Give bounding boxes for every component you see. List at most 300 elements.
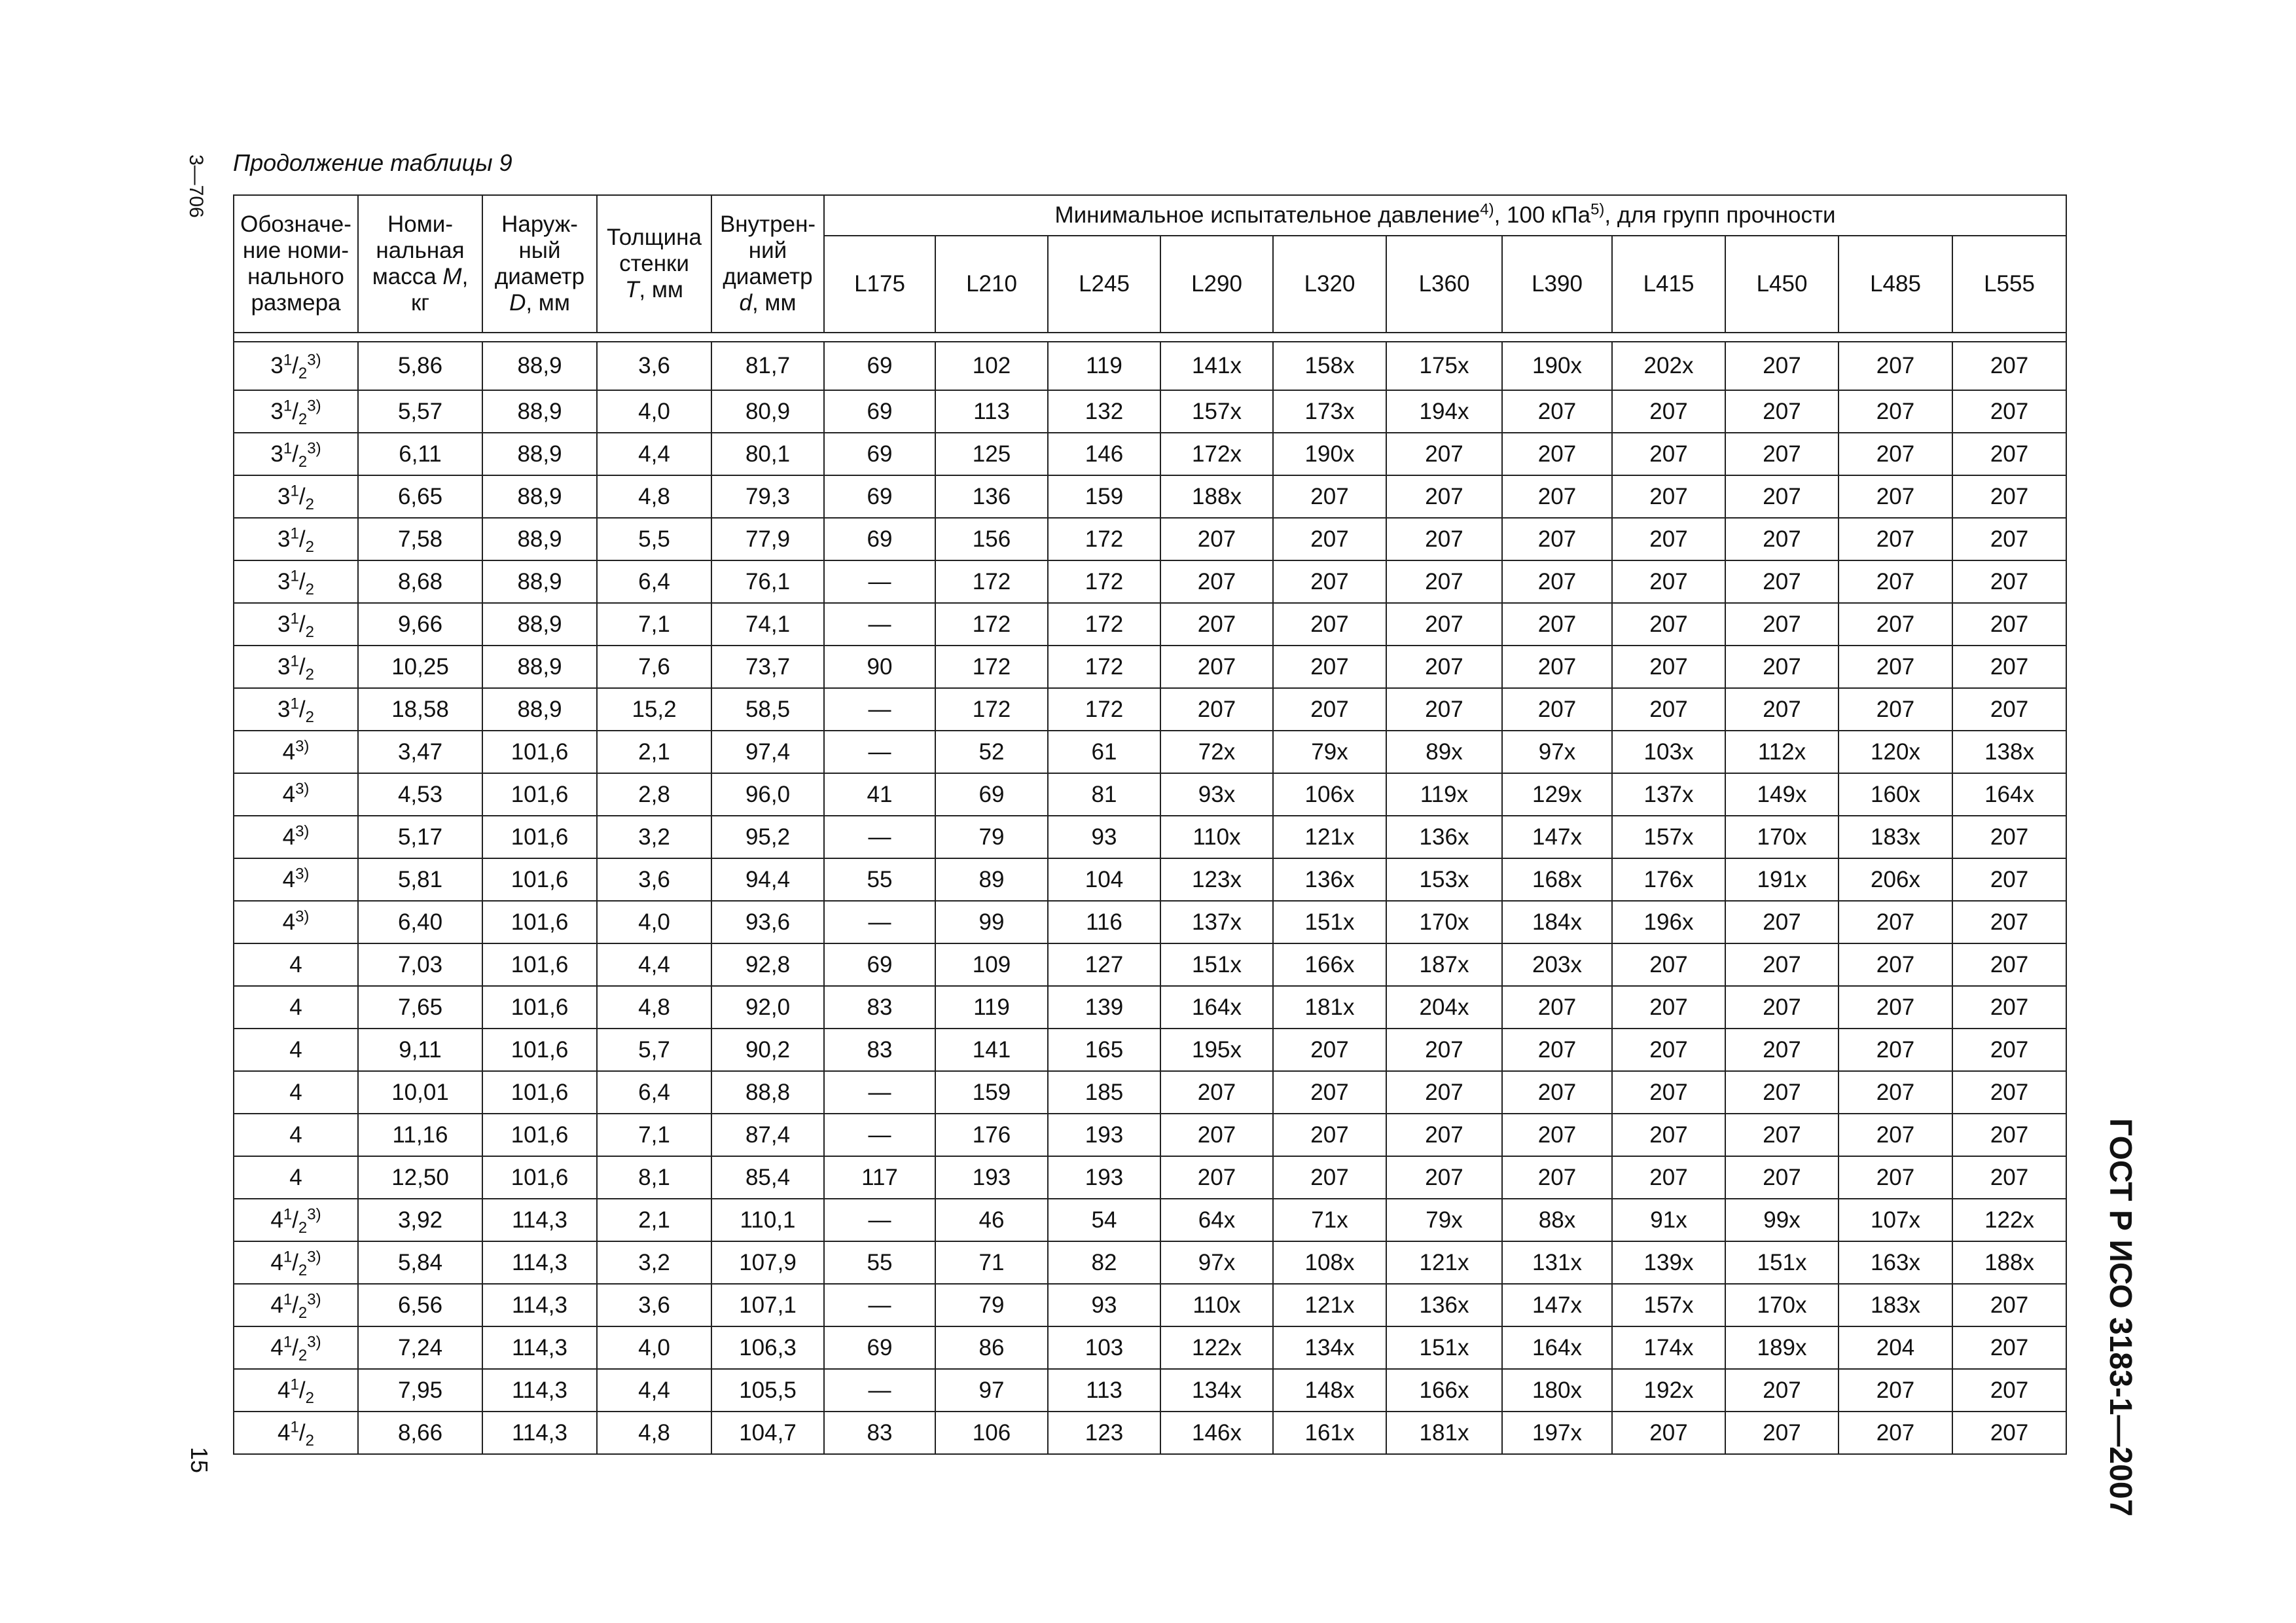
document-code: ГОСТ Р ИСО 3183-1—2007 (2103, 1118, 2138, 1517)
pressure-cell: 113 (1048, 1369, 1160, 1412)
pressure-cell: 83 (824, 986, 935, 1029)
nominal-size-cell: 4 (234, 1114, 358, 1156)
pressure-cell: 146 (1048, 433, 1160, 475)
pressure-cell: 172 (1048, 518, 1160, 560)
pressure-cell: 158x (1273, 342, 1386, 390)
pressure-cell: 79 (935, 1284, 1048, 1326)
cell-d: 114,3 (482, 1412, 597, 1454)
cell-t: 3,6 (597, 858, 711, 901)
pressure-cell: 207 (1386, 560, 1502, 603)
pressure-cell: 54 (1048, 1199, 1160, 1241)
pressure-cell: 119 (935, 986, 1048, 1029)
pressure-cell: 207 (1386, 518, 1502, 560)
pressure-cell: 106 (935, 1412, 1048, 1454)
pressure-cell: 106x (1273, 773, 1386, 816)
pressure-cell: 207 (1273, 1156, 1386, 1199)
pressure-cell: 207 (1160, 1114, 1273, 1156)
pressure-cell: 207 (1952, 858, 2066, 901)
nominal-size-cell: 4$^{3)}$ (234, 901, 358, 943)
cell-mass: 7,65 (358, 986, 482, 1029)
pressure-cell: 207 (1386, 1071, 1502, 1114)
cell-t: 4,4 (597, 1369, 711, 1412)
cell-d: 101,6 (482, 901, 597, 943)
pressure-cell: 166x (1386, 1369, 1502, 1412)
pressure-cell: 207 (1612, 986, 1725, 1029)
pressure-cell: 165 (1048, 1029, 1160, 1071)
cell-mass: 8,68 (358, 560, 482, 603)
pressure-cell: 176x (1612, 858, 1725, 901)
table-row (234, 1284, 2066, 1326)
pressure-cell: 207 (1386, 688, 1502, 731)
pressure-cell: 141 (935, 1029, 1048, 1071)
pressure-cell: — (824, 603, 935, 646)
pressure-cell: 207 (1725, 1114, 1839, 1156)
pressure-cell: 61 (1048, 731, 1160, 773)
pressure-cell: 207 (1160, 518, 1273, 560)
header-mass: Номи- нальная масса M, кг (358, 195, 482, 333)
cell-d: 101,6 (482, 943, 597, 986)
pressure-cell: 136 (935, 475, 1048, 518)
pressure-cell: 168x (1502, 858, 1612, 901)
table-row (234, 603, 2066, 646)
pressure-cell: 97x (1160, 1241, 1273, 1284)
pressure-cell: 81 (1048, 773, 1160, 816)
pressure-cell: 69 (824, 1326, 935, 1369)
table-row (234, 858, 2066, 901)
pressure-cell: 207 (1952, 688, 2066, 731)
pressure-cell: 207 (1160, 1071, 1273, 1114)
pressure-cell: 71 (935, 1241, 1048, 1284)
table-row (234, 518, 2066, 560)
cell-t: 3,2 (597, 1241, 711, 1284)
cell-mass: 9,11 (358, 1029, 482, 1071)
pressure-cell: 136x (1273, 858, 1386, 901)
cell-t: 5,7 (597, 1029, 711, 1071)
pressure-cell: 103x (1612, 731, 1725, 773)
pressure-cell: 153x (1386, 858, 1502, 901)
cell-d: 90,2 (711, 1029, 824, 1071)
pressure-cell: 127 (1048, 943, 1160, 986)
pressure-cell: 180x (1502, 1369, 1612, 1412)
header-size: Обозначе- ние номи- нального размера (234, 195, 358, 333)
cell-d: 77,9 (711, 518, 824, 560)
pressure-cell: 207 (1725, 1156, 1839, 1199)
pressure-cell: — (824, 1071, 935, 1114)
pressure-cell: 195x (1160, 1029, 1273, 1071)
pressure-cell: 156 (935, 518, 1048, 560)
pressure-cell: 99x (1725, 1199, 1839, 1241)
pressure-cell: 151x (1273, 901, 1386, 943)
nominal-size-cell: 4$^{3)}$ (234, 731, 358, 773)
cell-d: 79,3 (711, 475, 824, 518)
pressure-cell: 206x (1839, 858, 1952, 901)
cell-d: 94,4 (711, 858, 824, 901)
pressure-cell: 172 (1048, 560, 1160, 603)
pressure-cell: 207 (1952, 518, 2066, 560)
table-row (234, 901, 2066, 943)
table-row (234, 1156, 2066, 1199)
pressure-cell: 207 (1612, 1412, 1725, 1454)
table-row (234, 1241, 2066, 1284)
table-row (234, 986, 2066, 1029)
cell-d: 97,4 (711, 731, 824, 773)
pressure-cell: 134x (1160, 1369, 1273, 1412)
table-row (234, 1326, 2066, 1369)
pressure-cell: 69 (824, 518, 935, 560)
table-row (234, 943, 2066, 986)
header-grade-l245: L245 (1048, 236, 1160, 333)
header-grade-l390: L390 (1502, 236, 1612, 333)
pressure-cell: 46 (935, 1199, 1048, 1241)
pressure-cell: 207 (1839, 518, 1952, 560)
cell-t: 4,8 (597, 986, 711, 1029)
pressure-cell: 166x (1273, 943, 1386, 986)
pressure-cell: 207 (1273, 518, 1386, 560)
pressure-cell: 207 (1839, 1156, 1952, 1199)
pressure-cell: 207 (1839, 986, 1952, 1029)
pressure-cell: 120x (1839, 731, 1952, 773)
pressure-cell: 207 (1612, 390, 1725, 433)
pressure-cell: 187x (1386, 943, 1502, 986)
pressure-cell: 184x (1502, 901, 1612, 943)
header-test-pressure: Минимальное испытательное давление$^{4)}$, 100 кПа$^{5)}$, для групп прочности (824, 195, 2066, 236)
cell-t: 4,0 (597, 390, 711, 433)
pressure-cell: 207 (1273, 1114, 1386, 1156)
cell-d: 101,6 (482, 1071, 597, 1114)
header-grade-l320: L320 (1273, 236, 1386, 333)
pressure-cell: 172 (935, 646, 1048, 688)
pressure-cell: 207 (1612, 560, 1725, 603)
pressure-cell: 136x (1386, 1284, 1502, 1326)
nominal-size-cell: $4^1/_2$ (234, 1369, 358, 1412)
pressure-cell: 159 (1048, 475, 1160, 518)
header-separator (234, 333, 2066, 342)
pressure-cell: 193 (1048, 1156, 1160, 1199)
cell-d: 114,3 (482, 1199, 597, 1241)
pressure-cell: 147x (1502, 1284, 1612, 1326)
cell-t: 3,2 (597, 816, 711, 858)
pressure-cell: 207 (1839, 901, 1952, 943)
pressure-cell: 97 (935, 1369, 1048, 1412)
pressure-cell: 185 (1048, 1071, 1160, 1114)
pressure-cell: 102 (935, 342, 1048, 390)
pressure-cell: 207 (1952, 943, 2066, 986)
pressure-cell: 207 (1839, 1369, 1952, 1412)
cell-d: 76,1 (711, 560, 824, 603)
cell-t: 4,0 (597, 1326, 711, 1369)
pressure-cell: 207 (1839, 603, 1952, 646)
cell-mass: 8,66 (358, 1412, 482, 1454)
pressure-cell: 207 (1839, 560, 1952, 603)
pressure-cell: 207 (1386, 475, 1502, 518)
pressure-cell: 157x (1612, 1284, 1725, 1326)
pressure-cell: 137x (1160, 901, 1273, 943)
side-code: 3—706 (185, 155, 207, 218)
cell-d: 88,9 (482, 688, 597, 731)
pressure-cell: 190x (1502, 342, 1612, 390)
pressure-cell: 207 (1725, 1029, 1839, 1071)
table-row (234, 1199, 2066, 1241)
pressure-cell: 207 (1612, 1071, 1725, 1114)
pressure-cell: 188x (1160, 475, 1273, 518)
cell-mass: 6,56 (358, 1284, 482, 1326)
cell-mass: 5,81 (358, 858, 482, 901)
pressure-cell: 207 (1952, 475, 2066, 518)
pressure-cell: 207 (1952, 390, 2066, 433)
pressure-cell: 83 (824, 1412, 935, 1454)
pressure-cell: 207 (1952, 560, 2066, 603)
header-grade-l290: L290 (1160, 236, 1273, 333)
cell-mass: 7,95 (358, 1369, 482, 1412)
pressure-cell: 172 (1048, 688, 1160, 731)
pressure-cell: 69 (824, 342, 935, 390)
pressure-cell: 69 (824, 475, 935, 518)
pressure-cell: 122x (1160, 1326, 1273, 1369)
nominal-size-cell: 4$^{3)}$ (234, 816, 358, 858)
pressure-cell: 207 (1839, 1412, 1952, 1454)
pressure-cell: 164x (1160, 986, 1273, 1029)
pressure-cell: 112x (1725, 731, 1839, 773)
pressure-cell: 207 (1952, 603, 2066, 646)
cell-d: 104,7 (711, 1412, 824, 1454)
table-row (234, 1071, 2066, 1114)
data-table (233, 194, 2067, 1455)
pressure-cell: 121x (1273, 1284, 1386, 1326)
pressure-cell: 172 (1048, 603, 1160, 646)
pressure-cell: 176 (935, 1114, 1048, 1156)
table-row (234, 773, 2066, 816)
cell-t: 2,1 (597, 1199, 711, 1241)
table-row (234, 1029, 2066, 1071)
pressure-cell: 207 (1386, 1156, 1502, 1199)
pressure-cell: 89x (1386, 731, 1502, 773)
pressure-cell: 172 (935, 603, 1048, 646)
pressure-cell: 207 (1502, 1029, 1612, 1071)
pressure-cell: 151x (1160, 943, 1273, 986)
pressure-cell: 148x (1273, 1369, 1386, 1412)
pressure-cell: 190x (1273, 433, 1386, 475)
pressure-cell: 203x (1502, 943, 1612, 986)
pressure-cell: 71x (1273, 1199, 1386, 1241)
table-row (234, 1412, 2066, 1454)
cell-t: 7,1 (597, 1114, 711, 1156)
nominal-size-cell: $4^1/_2^{3)}$ (234, 1326, 358, 1369)
table-row (234, 1369, 2066, 1412)
cell-mass: 11,16 (358, 1114, 482, 1156)
pressure-cell: 137x (1612, 773, 1725, 816)
pressure-cell: 207 (1952, 986, 2066, 1029)
cell-t: 7,6 (597, 646, 711, 688)
cell-d: 92,0 (711, 986, 824, 1029)
pressure-cell: 159 (935, 1071, 1048, 1114)
pressure-cell: 207 (1952, 433, 2066, 475)
pressure-cell: 207 (1725, 1412, 1839, 1454)
cell-d: 101,6 (482, 1156, 597, 1199)
nominal-size-cell: $3^1/_2^{3)}$ (234, 390, 358, 433)
cell-d: 101,6 (482, 1029, 597, 1071)
cell-d: 88,9 (482, 475, 597, 518)
pressure-cell: 207 (1725, 646, 1839, 688)
cell-t: 8,1 (597, 1156, 711, 1199)
pressure-cell: 149x (1725, 773, 1839, 816)
table-caption: Продолжение таблицы 9 (233, 149, 512, 176)
pressure-cell: 207 (1725, 390, 1839, 433)
pressure-cell: 69 (824, 943, 935, 986)
cell-d: 74,1 (711, 603, 824, 646)
pressure-cell: 207 (1952, 1412, 2066, 1454)
table-row (234, 688, 2066, 731)
cell-d: 88,8 (711, 1071, 824, 1114)
cell-mass: 6,65 (358, 475, 482, 518)
pressure-cell: 207 (1725, 475, 1839, 518)
pressure-cell: 121x (1273, 816, 1386, 858)
cell-t: 3,6 (597, 1284, 711, 1326)
pressure-cell: 207 (1386, 433, 1502, 475)
pressure-cell: 163x (1839, 1241, 1952, 1284)
cell-t: 4,4 (597, 943, 711, 986)
pressure-cell: 207 (1502, 1071, 1612, 1114)
pressure-cell: 207 (1160, 646, 1273, 688)
cell-d: 88,9 (482, 560, 597, 603)
header-grade-l210: L210 (935, 236, 1048, 333)
pressure-cell: 207 (1839, 342, 1952, 390)
pressure-cell: 99 (935, 901, 1048, 943)
pressure-cell: 136x (1386, 816, 1502, 858)
cell-t: 4,8 (597, 475, 711, 518)
pressure-cell: 147x (1502, 816, 1612, 858)
header-grade-l485: L485 (1839, 236, 1952, 333)
pressure-cell: 188x (1952, 1241, 2066, 1284)
pressure-cell: 207 (1839, 1071, 1952, 1114)
pressure-cell: 202x (1612, 342, 1725, 390)
pressure-cell: 207 (1952, 1071, 2066, 1114)
cell-mass: 5,86 (358, 342, 482, 390)
pressure-cell: — (824, 1114, 935, 1156)
pressure-cell: 207 (1386, 1114, 1502, 1156)
cell-mass: 18,58 (358, 688, 482, 731)
nominal-size-cell: $4^1/_2^{3)}$ (234, 1284, 358, 1326)
pressure-cell: 72x (1160, 731, 1273, 773)
cell-d: 96,0 (711, 773, 824, 816)
nominal-size-cell: $3^1/_2$ (234, 475, 358, 518)
pressure-cell: 207 (1502, 1114, 1612, 1156)
cell-mass: 5,17 (358, 816, 482, 858)
cell-t: 4,0 (597, 901, 711, 943)
pressure-cell: 207 (1502, 560, 1612, 603)
pressure-cell: 174x (1612, 1326, 1725, 1369)
cell-d: 88,9 (482, 342, 597, 390)
cell-d: 80,1 (711, 433, 824, 475)
cell-d: 105,5 (711, 1369, 824, 1412)
cell-d: 101,6 (482, 1114, 597, 1156)
pressure-cell: 97x (1502, 731, 1612, 773)
pressure-cell: 207 (1952, 1114, 2066, 1156)
pressure-cell: 161x (1273, 1412, 1386, 1454)
pressure-cell: 93x (1160, 773, 1273, 816)
cell-t: 6,4 (597, 560, 711, 603)
cell-d: 85,4 (711, 1156, 824, 1199)
pressure-cell: 207 (1612, 688, 1725, 731)
table-row (234, 342, 2066, 390)
pressure-cell: 116 (1048, 901, 1160, 943)
pressure-cell: 52 (935, 731, 1048, 773)
cell-mass: 10,01 (358, 1071, 482, 1114)
pressure-cell: 93 (1048, 1284, 1160, 1326)
table-row (234, 1114, 2066, 1156)
table-row (234, 475, 2066, 518)
pressure-cell: 193 (935, 1156, 1048, 1199)
pressure-cell: 138x (1952, 731, 2066, 773)
table-row (234, 646, 2066, 688)
cell-d: 101,6 (482, 986, 597, 1029)
pressure-cell: 193 (1048, 1114, 1160, 1156)
pressure-cell: 172 (935, 560, 1048, 603)
pressure-cell: 113 (935, 390, 1048, 433)
pressure-cell: 207 (1502, 986, 1612, 1029)
pressure-cell: 207 (1725, 560, 1839, 603)
pressure-cell: 55 (824, 858, 935, 901)
header-wall-thickness: Толщина стенки T, мм (597, 195, 711, 333)
pressure-cell: 207 (1725, 943, 1839, 986)
pressure-cell: 41 (824, 773, 935, 816)
pressure-cell: 207 (1502, 1156, 1612, 1199)
pressure-cell: 207 (1502, 518, 1612, 560)
pressure-cell: 207 (1725, 342, 1839, 390)
cell-mass: 7,24 (358, 1326, 482, 1369)
pressure-cell: 207 (1612, 1029, 1725, 1071)
pressure-cell: 207 (1952, 816, 2066, 858)
pressure-cell: 207 (1612, 943, 1725, 986)
pressure-cell: 207 (1502, 390, 1612, 433)
pressure-cell: 207 (1952, 1326, 2066, 1369)
cell-d: 114,3 (482, 1284, 597, 1326)
header-grade-l175: L175 (824, 236, 935, 333)
header-grade-l360: L360 (1386, 236, 1502, 333)
pressure-cell: 194x (1386, 390, 1502, 433)
cell-d: 95,2 (711, 816, 824, 858)
pressure-cell: 83 (824, 1029, 935, 1071)
pressure-cell: 207 (1273, 1029, 1386, 1071)
pressure-cell: 110x (1160, 816, 1273, 858)
pressure-cell: 79x (1273, 731, 1386, 773)
pressure-cell: — (824, 1199, 935, 1241)
cell-d: 107,1 (711, 1284, 824, 1326)
pressure-cell: 123x (1160, 858, 1273, 901)
pressure-cell: 197x (1502, 1412, 1612, 1454)
pressure-cell: 146x (1160, 1412, 1273, 1454)
nominal-size-cell: $4^1/_2^{3)}$ (234, 1199, 358, 1241)
cell-d: 88,9 (482, 433, 597, 475)
nominal-size-cell: $3^1/_2$ (234, 518, 358, 560)
pressure-cell: 207 (1502, 475, 1612, 518)
cell-d: 93,6 (711, 901, 824, 943)
cell-t: 2,1 (597, 731, 711, 773)
pressure-cell: 207 (1952, 646, 2066, 688)
cell-d: 88,9 (482, 518, 597, 560)
cell-d: 92,8 (711, 943, 824, 986)
pressure-cell: 207 (1612, 433, 1725, 475)
cell-mass: 7,58 (358, 518, 482, 560)
pressure-cell: 64x (1160, 1199, 1273, 1241)
pressure-cell: 196x (1612, 901, 1725, 943)
pressure-cell: 93 (1048, 816, 1160, 858)
pressure-cell: 207 (1273, 646, 1386, 688)
cell-d: 88,9 (482, 603, 597, 646)
pressure-cell: 207 (1839, 475, 1952, 518)
pressure-cell: 122x (1952, 1199, 2066, 1241)
cell-t: 6,4 (597, 1071, 711, 1114)
cell-d: 114,3 (482, 1326, 597, 1369)
